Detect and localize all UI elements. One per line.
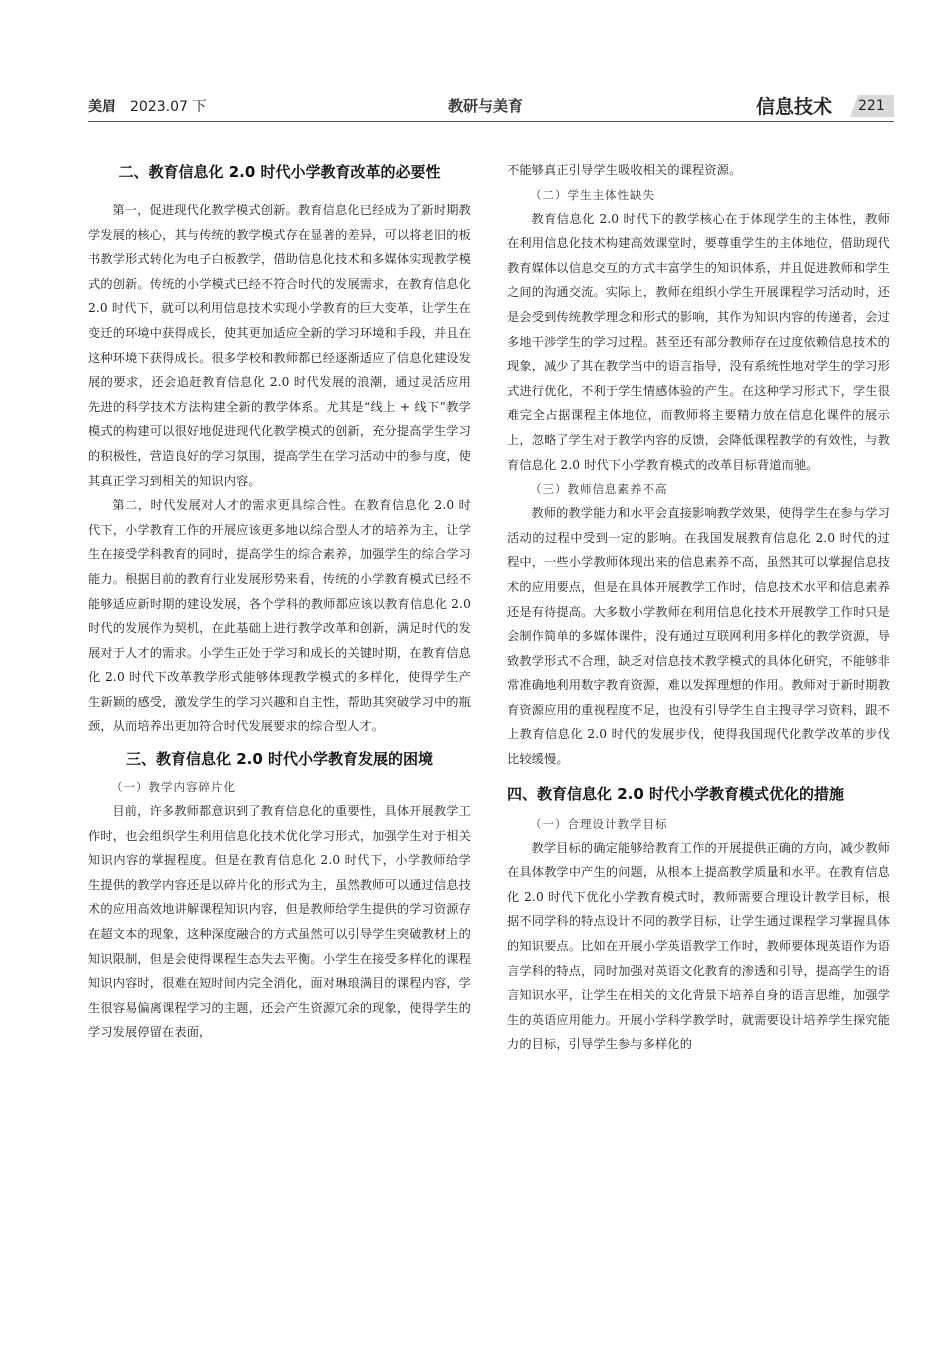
right-column bbox=[507, 158, 890, 1057]
paragraph: 第一，促进现代化教学模式创新。教育信息化已经成为了新时期教学发展的核心，其与传统的教学模式存在显著的差异，可以将老旧的板书教学形式转化为电子白板教学，借助信息化技术和多媒体实现教学模式的创新。传统的小学模式已经不符合时代的发展需求，在教育信息化 2.0 时代下，就可以利用信息技术实现小学教育的巨大变革，让学生在变迁的环境中获得成长，使其更加适应全新的学习环境和手段，并且在这种环境下获得成长。很多学校和教师都已经逐渐适应了信息化建设发展的要求，还会追赶教育信息化 2.0 时代发展的浪潮，通过灵活应用先进的科学技术方法构建全新的教学体系。尤其是“线上 + 线下”教学模式的构建可以很好地促进现代化教学模式的创新，充分提高学生学习的积极性，营造良好的学习氛围，提高学生在学习活动中的参与度，使其真正学习到相关的知识内容。 bbox=[88, 203, 471, 488]
section-title: 信息技术 bbox=[756, 96, 833, 118]
subheading: （一）教学内容碎片化 bbox=[111, 780, 236, 795]
subheading: （三）教师信息素养不高 bbox=[530, 482, 668, 497]
page-header bbox=[88, 92, 894, 122]
journal-name: 美眉 2023.07 下 bbox=[88, 99, 207, 115]
paragraph: 教师的教学能力和水平会直接影响教学效果，使得学生在参与学习活动的过程中受到一定的影响。在我国发展教育信息化 2.0 时代的过程中，一些小学教师体现出来的信息素养不高，虽然其可以掌握信息技术的应用要点，但是在具体开展教学工作时，信息技术水平和信息素养还是有待提高。大多数小学教师在利用信息化技术开展教学工作时只是会制作简单的多媒体课件，没有通过互联网利用多样化的教学资源，导致教学形式不合理，缺乏对信息技术教学模式的具体化研究，不能够非常准确地利用数字教育资源，难以发挥理想的作用。教师对于新时期教育资源应用的重视程度不足，也没有引导学生自主搜寻学习资料，跟不上教育信息化 2.0 时代的发展步伐，使得我国现代化教学改革的步伐比较缓慢。 bbox=[507, 506, 890, 767]
page-number: 221 bbox=[858, 98, 885, 114]
paragraph: 第二，时代发展对人才的需求更具综合性。在教育信息化 2.0 时代下，小学教育工作的开展应该更多地以综合型人才的培养为主，让学生在接受学科教育的同时，提高学生的综合素养，加强学生的综合学习能力。根据目前的教育行业发展形势来看，传统的小学教育模式已经不能够适应新时期的建设发展，各个学科的教师都应该以教育信息化 2.0 时代的发展作为契机，在此基础上进行教学改革和创新，满足时代的发展对于人才的需求。小学生正处于学习和成长的关键时期，在教育信息化 2.0 时代下改革教学形式能够体现教学模式的多样化，使得学生产生新颖的感受，激发学生的学习兴趣和自主性，帮助其突破学习中的瓶颈，从而培养出更加符合时代发展要求的综合型人才。 bbox=[88, 498, 471, 734]
section-heading-4: 四、教育信息化 2.0 时代小学教育模式优化的措施 bbox=[507, 784, 845, 803]
header-divider bbox=[88, 121, 894, 122]
paragraph: 教育信息化 2.0 时代下的教学核心在于体现学生的主体性，教师在利用信息化技术构建高效课堂时，要尊重学生的主体地位，借助现代教育媒体以信息交互的方式丰富学生的知识体系，并且促进教师和学生之间的沟通交流。实际上，教师在组织小学生开展课程学习活动时，还是会受到传统教学理念和形式的影响，其作为知识内容的传递者，会过多地干涉学生的学习过程。甚至还有部分教师存在过度依赖信息技术的现象，减少了其在教学当中的语言指导，没有系统性地对学生的学习形式进行优化，不利于学生情感体验的产生。在这种学习形式下，学生很难完全占据课程主体地位，而教师将主要精力放在信息化课件的展示上，忽略了学生对于教学内容的反馈，会降低课程教学的有效性，与教育信息化 2.0 时代下小学教育模式的改革目标背道而驰。 bbox=[507, 211, 890, 472]
paragraph: 目前，许多教师都意识到了教育信息化的重要性，具体开展教学工作时，也会组织学生利用信息化技术优化学习形式，加强学生对于相关知识内容的掌握程度。但是在教育信息化 2.0 时代下，小学教师给学生提供的教学内容还是以碎片化的形式为主，虽然教师可以通过信息技术的应用高效地讲解课程知识内容，但是教师给学生提供的学习资源存在超文本的现象，这种深度融合的方式虽然可以引导学生突破教材上的知识限制，但是会使得课程生态失去平衡。小学生在接受多样化的课程知识内容时，很难在短时间内完全消化，面对琳琅满目的课程内容，学生很容易偏离课程学习的主题，还会产生资源冗余的现象，使得学生的学习发展停留在表面， bbox=[88, 804, 471, 1040]
issue-date: 2023.07 下 bbox=[130, 99, 207, 115]
section-heading-3: 三、教育信息化 2.0 时代小学教育发展的困境 bbox=[125, 750, 434, 769]
paragraph: 不能够真正引导学生吸收相关的课程资源。 bbox=[507, 163, 742, 177]
left-column bbox=[88, 158, 471, 1045]
column-title: 教研与美育 bbox=[448, 97, 524, 115]
subheading: （二）学生主体性缺失 bbox=[530, 187, 655, 202]
paragraph: 教学目标的确定能够给教育工作的开展提供正确的方向，减少教师在具体教学中产生的问题，从根本上提高教学质量和水平。在教育信息化 2.0 时代下优化小学教育模式时，教师需要合理设计教学目标，根据不同学科的特点设计不同的教学目标，让学生通过课程学习掌握具体的知识要点。比如在开展小学英语教学工作时，教师要体现英语作为语言学科的特点，同时加强对英语文化教育的渗透和引导，提高学生的语言知识水平，让学生在相关的文化背景下培养自身的语言思维，加强学生的英语应用能力。开展小学科学教学时，就需要设计培养学生探究能力的目标，引导学生参与多样化的 bbox=[507, 840, 890, 1052]
subheading: （一）合理设计教学目标 bbox=[530, 816, 668, 831]
section-heading-2: 二、教育信息化 2.0 时代小学教育改革的必要性 bbox=[118, 163, 441, 181]
